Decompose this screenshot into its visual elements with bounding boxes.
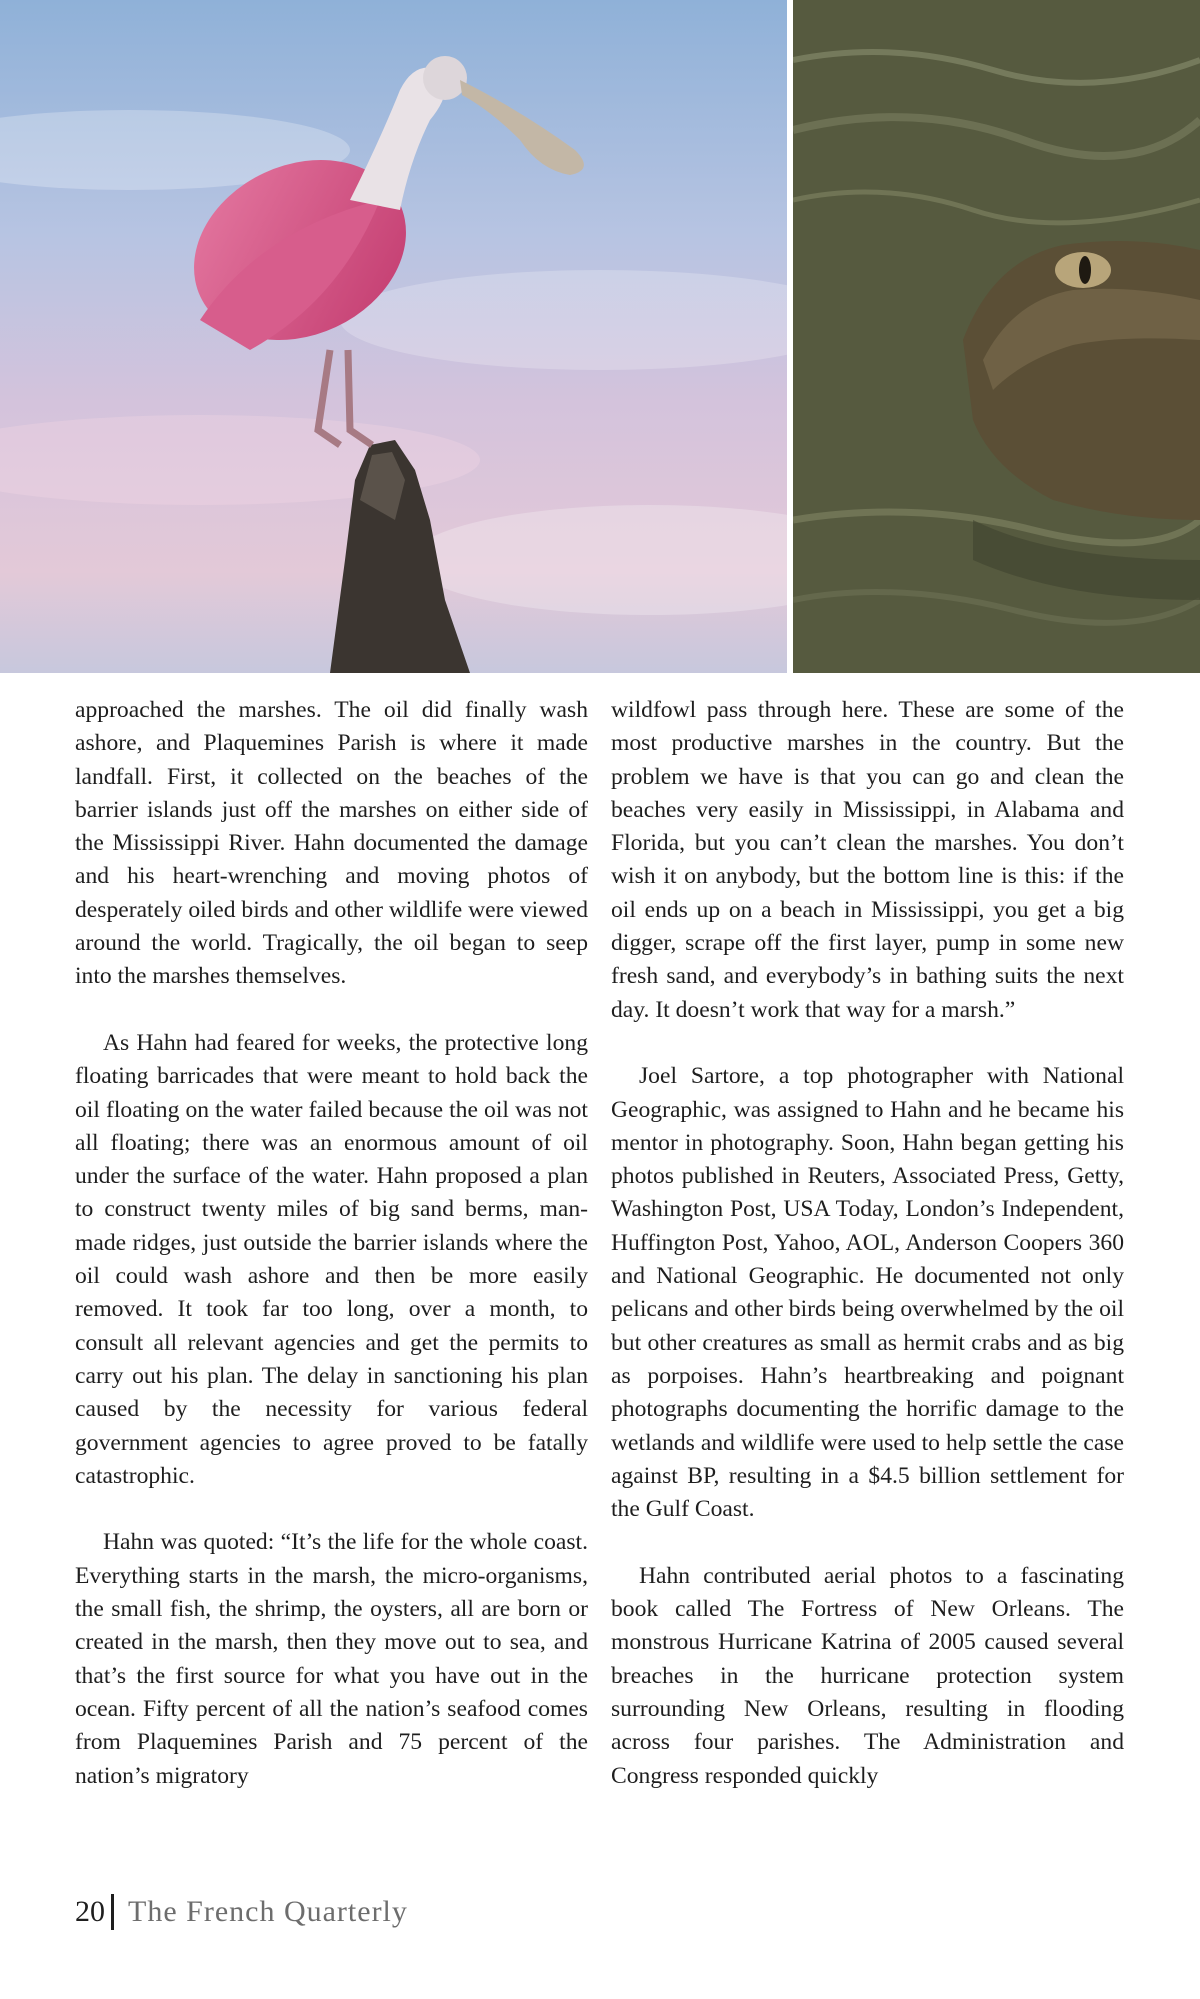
paragraph: approached the marshes. The oil did finally wash ashore, and Plaquemines Parish is where it made landfall. First, it collected on the beaches of the barrier islands just off the marshes on either side of the Mississippi River. Hahn documented the damage and his heart-wrenching and moving photos of desperately oiled birds and other wildlife were viewed around the world. Tragically, the oil began to seep into the marshes themselves. [75,697,588,990]
alligator-photo [793,0,1200,673]
article-left-column [75,694,588,1826]
page-number: 20 [75,1895,105,1928]
paragraph: Joel Sartore, a top photographer with National Geographic, was assigned to Hahn and he became his mentor in photography. Soon, Hahn began getting his photos published in Reuters, Associated Press, Getty, Washington Post, USA Today, London’s Independent, Huffington Post, Yahoo, AOL, Anderson Coopers 360 and National Geographic. He documented not only pelicans and other birds being overwhelmed by the oil but other creatures as small as hermit crabs and as big as porpoises. Hahn’s heartbreaking and poignant photographs documenting the horrific damage to the wetlands and wildlife were used to help settle the case against BP, resulting in a $4.5 billion settlement for the Gulf Coast. [611,1063,1124,1523]
magazine-title: The French Quarterly [128,1895,408,1928]
paragraph: As Hahn had feared for weeks, the protective long floating barricades that were meant to hold back the oil floating on the water failed because the oil was not all floating; there was an enormous amount of oil under the surface of the water. Hahn proposed a plan to construct twenty miles of big sand berms, man-made ridges, just outside the barrier islands where the oil could wash ashore and then be more easily removed. It took far too long, over a month, to consult all relevant agencies and get the permits to carry out his plan. The delay in sanctioning his plan caused by the necessity for various federal government agencies to agree proved to be fatally catastrophic. [75,1029,588,1489]
paragraph: Hahn contributed aerial photos to a fascinating book called The Fortress of New Orleans. The monstrous Hurricane Katrina of 2005 caused several breaches in the hurricane protection system surrounding New Orleans, resulting in flooding across four parishes. The Administration and Congress responded quickly [611,1562,1124,1789]
article-right-column [611,694,1124,1826]
page-footer [75,1892,408,1932]
spoonbill-photo [0,0,787,673]
paragraph: Hahn was quoted: “It’s the life for the whole coast. Everything starts in the marsh, the micro-organisms, the small fish, the shrimp, the oysters, all are born or created in the marsh, then they move out to sea, and that’s the first source for what you have out in the ocean. Fifty percent of all the nation’s seafood comes from Plaquemines Parish and 75 percent of the nation’s migratory [75,1529,588,1789]
paragraph: wildfowl pass through here. These are some of the most productive marshes in the country. But the problem we have is that you can go and clean the beaches very easily in Mississippi, in Alabama and Florida, but you can’t clean the marshes. You don’t wish it on anybody, but the bottom line is this: if the oil ends up on a beach in Mississippi, you get a big digger, scrape off the first layer, pump in some new fresh sand, and everybody’s in bathing suits the next day. It doesn’t work that way for a marsh.” [611,697,1124,1023]
footer-divider [111,1894,114,1930]
